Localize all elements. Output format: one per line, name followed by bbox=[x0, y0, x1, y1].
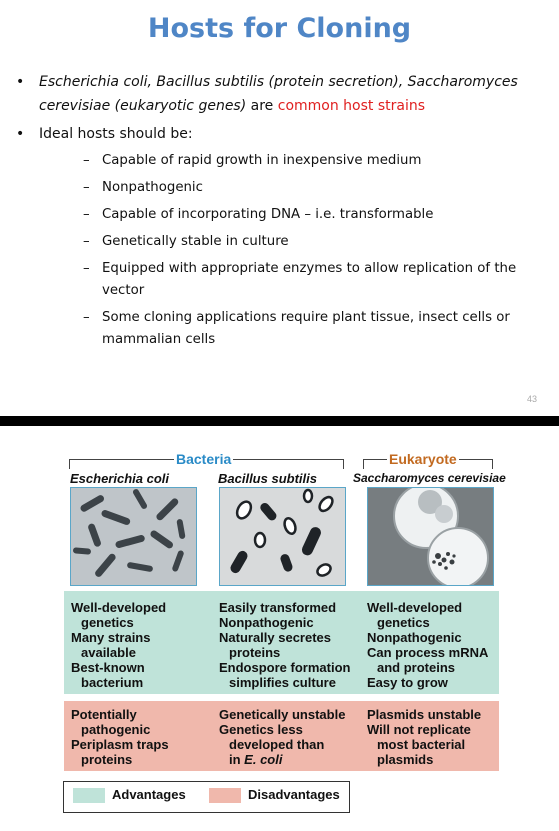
ecoli-advantages: Well-developed genetics Many strains available Best-known bacterium bbox=[71, 600, 167, 690]
common-host-strains-emphasis: common host strains bbox=[277, 98, 426, 114]
list-item: – Capable of incorporating DNA – i.e. transformable bbox=[39, 204, 545, 226]
list-item: – Nonpathogenic bbox=[39, 177, 545, 199]
scerevisiae-advantages: Well-developed genetics Nonpathogenic Can process mRNA and proteins Easy to grow bbox=[367, 600, 489, 690]
scerevisiae-disadvantages: Plasmids unstable Will not replicate most bacterial plasmids bbox=[367, 707, 482, 767]
organism-label-scerevisiae: Saccharomyces cerevisiae bbox=[353, 471, 506, 485]
ecoli-disadvantages: Potentially pathogenic Periplasm traps proteins bbox=[71, 707, 169, 767]
host-species-line1: Escherichia coli, Bacillus subtilis (protein secretion), Saccharomyces bbox=[39, 74, 518, 90]
list-item: – Genetically stable in culture bbox=[39, 231, 545, 253]
organism-label-bsubtilis: Bacillus subtilis bbox=[218, 471, 317, 486]
dash-marker: – bbox=[83, 180, 90, 195]
dash-marker: – bbox=[83, 153, 90, 168]
bullet-marker: • bbox=[16, 126, 25, 142]
eukaryote-group-label: Eukaryote bbox=[389, 451, 457, 467]
dash-marker: – bbox=[83, 234, 90, 249]
host-species-line2: cerevisiae (eukaryotic genes) bbox=[39, 98, 247, 114]
dash-marker: – bbox=[83, 261, 90, 276]
bullet-list bbox=[0, 68, 559, 356]
advantages-swatch bbox=[73, 788, 105, 803]
advantages-legend-label: Advantages bbox=[112, 787, 186, 802]
bullet-marker: • bbox=[16, 74, 25, 90]
slide-title: Hosts for Cloning bbox=[147, 13, 412, 44]
yeast-cells-image bbox=[368, 488, 493, 585]
slide-page-number: 43 bbox=[526, 394, 537, 404]
list-item: – Equipped with appropriate enzymes to allow replication of the vector bbox=[39, 258, 545, 302]
bsubtilis-spores-image bbox=[220, 488, 345, 585]
bullet-ideal-hosts bbox=[0, 122, 559, 351]
dash-marker: – bbox=[83, 310, 90, 325]
bsubtilis-advantages: Easily transformed Nonpathogenic Naturally secretes proteins Endospore formation simplifies culture bbox=[219, 600, 351, 690]
list-item: – Capable of rapid growth in inexpensive medium bbox=[39, 150, 545, 172]
bacteria-group-label: Bacteria bbox=[176, 451, 232, 467]
section-divider bbox=[0, 416, 559, 426]
scerevisiae-micrograph bbox=[367, 487, 494, 586]
disadvantages-swatch bbox=[209, 788, 241, 803]
ecoli-italic: E. coli bbox=[244, 752, 283, 767]
bsubtilis-disadvantages: Genetically unstable Genetics less developed than in E. coli bbox=[219, 707, 346, 767]
figure-legend bbox=[63, 781, 350, 813]
disadvantages-legend-label: Disadvantages bbox=[248, 787, 340, 802]
ideal-hosts-heading: Ideal hosts should be: bbox=[39, 126, 193, 142]
connector-text: are bbox=[246, 98, 278, 114]
host-comparison-figure bbox=[0, 426, 559, 831]
list-item: – Some cloning applications require plant tissue, insect cells or mammalian cells bbox=[39, 307, 545, 351]
bsubtilis-micrograph bbox=[219, 487, 346, 586]
ideal-hosts-list bbox=[39, 150, 545, 351]
ecoli-micrograph bbox=[70, 487, 197, 586]
ecoli-rods-image bbox=[71, 488, 196, 585]
bullet-host-strains bbox=[0, 70, 559, 118]
organism-label-ecoli: Escherichia coli bbox=[70, 471, 169, 486]
dash-marker: – bbox=[83, 207, 90, 222]
